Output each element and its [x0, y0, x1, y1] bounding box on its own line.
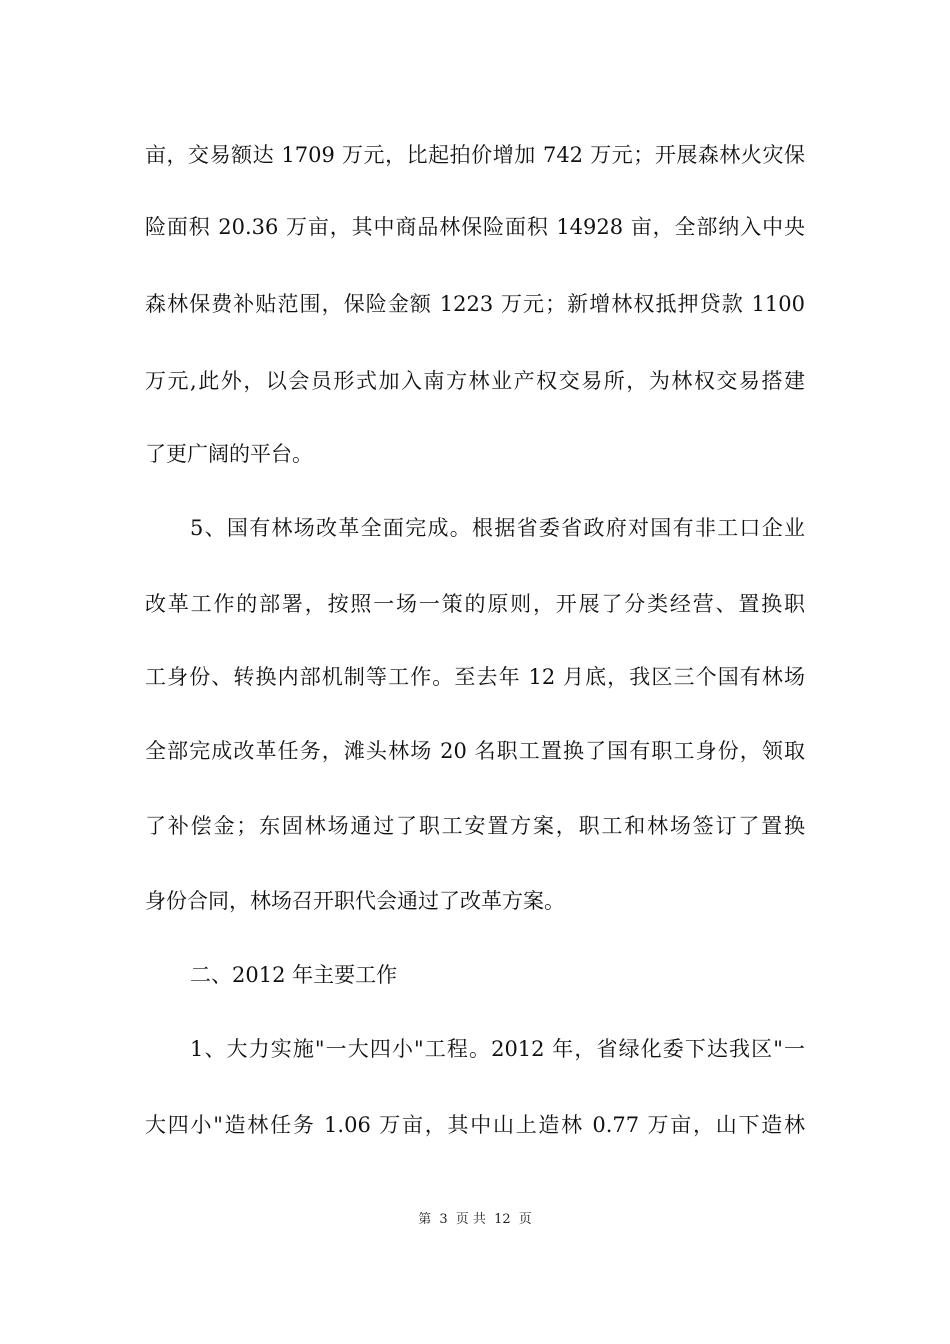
body-line: 亩，交易额达 1709 万元，比起拍价增加 742 万元；开展森林火灾保 — [145, 143, 805, 167]
body-line: 了补偿金；东固林场通过了职工安置方案，职工和林场签订了置换 — [145, 814, 805, 838]
section-heading: 二、2012 年主要工作 — [190, 963, 398, 987]
body-line: 了更广阔的平台。 — [145, 442, 313, 466]
paragraph-first-line: 5、国有林场改革全面完成。根据省委省政府对国有非工口企业 — [190, 516, 805, 540]
body-line: 改革工作的部署，按照一场一策的原则，开展了分类经营、置换职 — [145, 592, 805, 616]
footer-mid: 页 共 — [455, 1212, 486, 1227]
footer-suffix: 页 — [518, 1212, 532, 1227]
body-line: 险面积 20.36 万亩，其中商品林保险面积 14928 亩，全部纳入中央 — [145, 215, 805, 239]
footer-prefix: 第 — [418, 1212, 432, 1227]
body-line: 工身份、转换内部机制等工作。至去年 12 月底，我区三个国有林场 — [145, 665, 805, 689]
body-line: 森林保费补贴范围，保险金额 1223 万元；新增林权抵押贷款 1100 — [145, 292, 805, 316]
current-page-number: 3 — [439, 1212, 448, 1227]
body-line: 全部完成改革任务，滩头林场 20 名职工置换了国有职工身份，领取 — [145, 739, 805, 763]
body-line: 大四小"造林任务 1.06 万亩，其中山上造林 0.77 万亩，山下造林 — [145, 1113, 805, 1137]
total-page-count: 12 — [494, 1212, 511, 1227]
paragraph-first-line: 1、大力实施"一大四小"工程。2012 年，省绿化委下达我区"一 — [190, 1037, 805, 1061]
page-footer — [0, 1208, 950, 1227]
body-line: 万元,此外，以会员形式加入南方林业产权交易所，为林权交易搭建 — [145, 369, 805, 393]
body-line: 身份合同，林场召开职代会通过了改革方案。 — [145, 889, 565, 913]
